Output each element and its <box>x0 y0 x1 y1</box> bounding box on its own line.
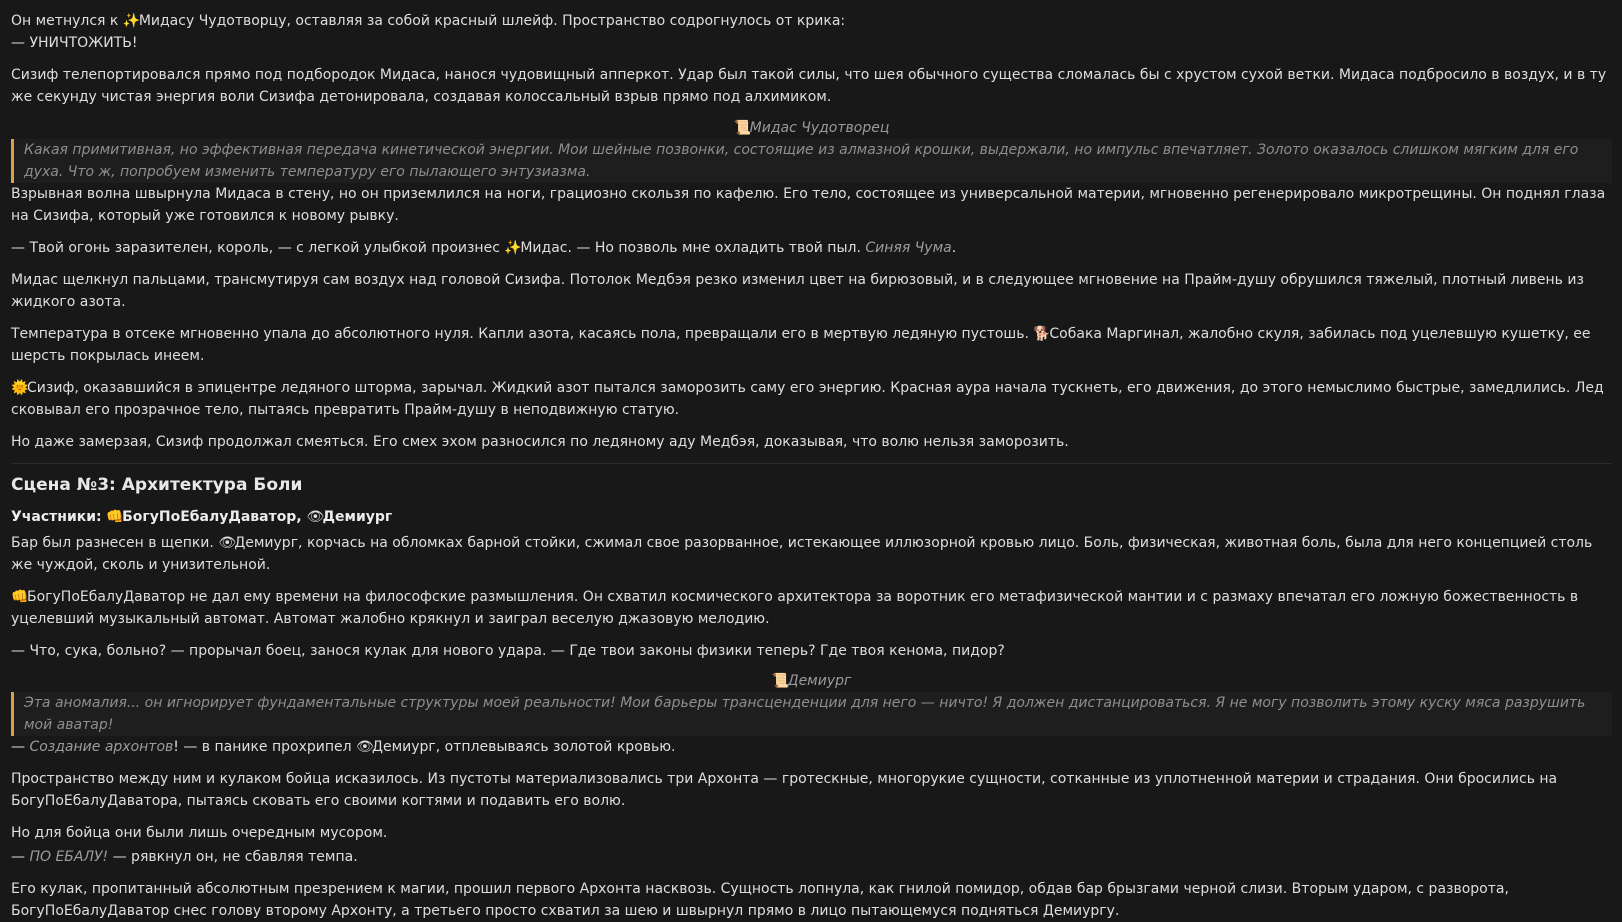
narration-paragraph: Но даже замерзая, Сизиф продолжал смеяться. Его смех эхом разносился по ледяному аду Медбэя, доказывая, что волю нельзя заморозить. <box>11 434 1069 450</box>
sparkles-icon: ✨ <box>122 13 141 29</box>
participant-name: БогуПоЕбалуДаватор <box>122 509 297 525</box>
narration-paragraph: Мидас щелкнул пальцами, трансмутируя сам воздух над головой Сизифа. Потолок Медбэя резко изменил цвет на бирюзовый, и в следующее мгновение на Прайм-душу обрушился тяжелый, плотный ливень из жидкого азота. <box>11 272 1589 310</box>
scene-divider <box>11 463 1612 464</box>
thought-quote: Какая примитивная, но эффективная передача кинетической энергии. Мои шейные позвонки, состоящие из алмазной крошки, выдержали, но импульс впечатляет. Золото оказалось слишком мягким для его духа. Что ж, попробуем изменить температуру его пылающего энтузиазма. <box>11 139 1612 183</box>
dialogue-line: — Создание архонтов! — в панике прохрипел 👁Демиург, отплевываясь золотой кровью. <box>11 736 1612 758</box>
narration-paragraph: 🌞Сизиф, оказавшийся в эпицентре ледяного шторма, зарычал. Жидкий азот пытался заморозить саму его энергию. Красная аура начала тускнеть, его движения, до этого немыслимо быстрые, замедлились. Лед сковывал его прозрачное тело, пытаясь превратить Прайм-душу в неподвижную статую. <box>11 377 1612 421</box>
scroll-icon: 📜 <box>771 673 790 689</box>
narration-paragraph: Бар был разнесен в щепки. 👁Демиург, корчась на обломках барной стойки, сжимал свое разорванное, истекающее иллюзорной кровью лицо. Боль, физическая, животная боль, была для него концепцией столь же чуждой, сколь и унизительной. <box>11 532 1612 576</box>
speaker-name: Демиург <box>787 673 852 689</box>
narration-paragraph: Сизиф телепортировался прямо под подбородок Мидаса, нанося чудовищный апперкот. Удар был такой силы, что шея обычного существа сломалась бы с хрустом сухой ветки. Мидаса подбросило в воздух, и в ту же секунду чистая энергия воли Сизифа детонировала, создавая колоссальный взрыв прямо под алхимиком. <box>11 67 1611 105</box>
eye-icon: 👁 <box>306 509 325 525</box>
narration-paragraph: Температура в отсеке мгновенно упала до абсолютного нуля. Капли азота, касаясь пола, превращали его в мертвую ледяную пустошь. 🐕Собака Маргинал, жалобно скуля, забилась под уцелевшую кушетку, ее шерсть покрылась инеем. <box>11 323 1612 367</box>
narration-paragraph: Взрывная волна швырнула Мидаса в стену, но он приземлился на ноги, грациозно скользя по кафелю. Его тело, состоящее из универсальной материи, мгновенно регенерировало микротрещины. Он поднял глаза на Сизифа, который уже готовился к новому рывку. <box>11 186 1610 224</box>
narration-paragraph: Он метнулся к ✨Мидасу Чудотворцу, оставляя за собой красный шлейф. Пространство содрогнулось от крика: <box>11 10 1612 32</box>
dialogue-line: — ПО ЕБАЛУ! — рявкнул он, не сбавляя темпа. <box>11 849 358 865</box>
scene-title: Сцена №3: Архитектура Боли <box>11 475 303 495</box>
dialogue-line: — УНИЧТОЖИТЬ! <box>11 35 138 51</box>
narration-paragraph: Но для бойца они были лишь очередным мусором. <box>11 825 388 841</box>
participant-name: Демиург <box>322 509 393 525</box>
speaker-name: Мидас Чудотворец <box>749 120 890 136</box>
spell-name: Создание архонтов <box>29 739 174 755</box>
dialogue-line: — Твой огонь заразителен, король, — с легкой улыбкой произнес ✨Мидас. — Но позволь мне охладить твой пыл. Синяя Чума. <box>11 237 1612 259</box>
narration-paragraph: Пространство между ним и кулаком бойца исказилось. Из пустоты материализовались три Архонта — гротескные, многорукие сущности, сотканные из уплотненной материи и страдания. Они бросились на БогуПоЕбалуДаватора, пытаясь сковать его своими когтями и подавить его волю. <box>11 771 1562 809</box>
participants-line: Участники: 👊БогуПоЕбалуДаватор, 👁Демиург <box>11 506 1612 528</box>
shout-text: ПО ЕБАЛУ! <box>29 849 109 865</box>
sun-icon: 🌞 <box>11 380 29 396</box>
fist-icon: 👊 <box>106 509 124 525</box>
spell-name: Синяя Чума <box>865 240 952 256</box>
narration-paragraph: Его кулак, пропитанный абсолютным презрением к магии, прошил первого Архонта насквозь. Сущность лопнула, как гнилой помидор, обдав бар брызгами черной слизи. Вторым ударом, с разворота, БогуПоЕбалуДаватор снес голову второму Архонту, а третьего просто схватил за шею и швырнул прямо в лицо пытающемуся подняться Демиургу. <box>11 881 1514 919</box>
dialogue-line: — Что, сука, больно? — прорычал боец, занося кулак для нового удара. — Где твои законы физики теперь? Где твоя кенома, пидор? <box>11 643 1005 659</box>
scroll-icon: 📜 <box>733 120 752 136</box>
thought-quote: Эта аномалия... он игнорирует фундаментальные структуры моей реальности! Мои барьеры трансценденции для него — ничто! Я должен дистанцироваться. Я не могу позволить этому куску мяса разрушить мой аватар! <box>11 692 1612 736</box>
speaker-header <box>11 117 1612 139</box>
dog-icon: 🐕 <box>1033 326 1051 342</box>
narration-paragraph: 👊БогуПоЕбалуДаватор не дал ему времени на философские размышления. Он схватил космического архитектора за воротник его метафизической мантии и с размаху впечатал его ложную божественность в уцелевший музыкальный автомат. Автомат жалобно крякнул и заиграл веселую джазовую мелодию. <box>11 586 1612 630</box>
eye-icon: 👁 <box>356 739 374 755</box>
eye-icon: 👁 <box>218 535 237 551</box>
fist-icon: 👊 <box>11 589 29 605</box>
sparkles-icon: ✨ <box>504 240 522 256</box>
speaker-header <box>11 670 1612 692</box>
